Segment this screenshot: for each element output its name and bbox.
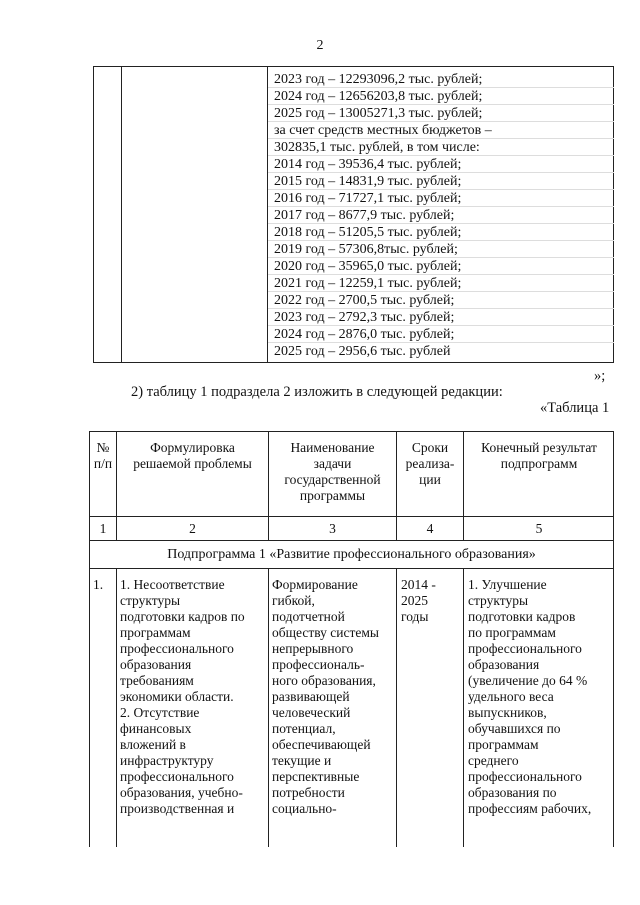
col-divider	[463, 568, 464, 847]
funding-line: 2022 год – 2700,5 тыс. рублей;	[274, 293, 455, 308]
cell-line: профессионального	[468, 769, 582, 784]
funding-rule	[268, 240, 614, 241]
cell-line: производственная и	[120, 801, 235, 816]
cell-line: (увеличение до 64 %	[468, 673, 588, 688]
cell-line: среднего	[468, 753, 519, 768]
row-divider	[89, 540, 614, 541]
header-result: Конечный результат подпрограмм	[481, 440, 597, 471]
cell-line: развивающей	[272, 689, 350, 704]
cell-line: гибкой,	[272, 593, 315, 608]
header-num: № п/п	[93, 440, 113, 471]
cell-line: выпускников,	[468, 705, 547, 720]
funding-rule	[268, 342, 614, 343]
funding-rule	[268, 121, 614, 122]
funding-line: 2016 год – 71727,1 тыс. рублей;	[274, 191, 462, 206]
cell-line: программам	[120, 625, 191, 640]
cell-line: инфраструктуру	[120, 753, 214, 768]
cell-line: перспективные	[272, 769, 360, 784]
funding-line: 2023 год – 2792,3 тыс. рублей;	[274, 310, 455, 325]
cell-line: по программам	[468, 625, 556, 640]
cell-line: 1. Улучшение	[468, 577, 547, 592]
page-number: 2	[316, 38, 324, 53]
col-divider	[396, 568, 397, 847]
cell-line: финансовых	[120, 721, 192, 736]
funding-line: 2018 год – 51205,5 тыс. рублей;	[274, 225, 462, 240]
cell-line: социально-	[272, 801, 337, 816]
header-problem: Формулировка решаемой проблемы	[133, 440, 252, 471]
cell-line: структуры	[120, 593, 181, 608]
cell-line: образования	[468, 657, 540, 672]
funding-rule	[268, 325, 614, 326]
row-divider	[89, 516, 614, 517]
cell-line: подготовки кадров по	[120, 609, 245, 624]
funding-rule	[268, 223, 614, 224]
cell-line: удельного веса	[468, 689, 554, 704]
row-problem	[120, 577, 266, 817]
funding-line: 2024 год – 2876,0 тыс. рублей;	[274, 327, 455, 342]
row-result	[468, 577, 612, 817]
cell-line: подготовки кадров	[468, 609, 576, 624]
table-label: «Таблица 1	[540, 400, 610, 416]
header-terms: Сроки реализа- ции	[405, 440, 455, 487]
cell-line: образования, учебно-	[120, 785, 243, 800]
cell-line: 1. Несоответствие	[120, 577, 225, 592]
subprogram-title: Подпрограмма 1 «Развитие профессионального образования»	[167, 547, 536, 562]
funding-line: 2023 год – 12293096,2 тыс. рублей;	[274, 72, 483, 87]
funding-rule	[268, 87, 614, 88]
cell-line: экономики области.	[120, 689, 234, 704]
cell-line: ного образования,	[272, 673, 376, 688]
col-number: 2	[189, 521, 196, 536]
cell-line: годы	[401, 609, 429, 624]
cell-line: потребности	[272, 785, 345, 800]
funding-line: 2017 год – 8677,9 тыс. рублей;	[274, 208, 455, 223]
col-number: 1	[99, 521, 107, 536]
cell-line: обучавшихся по	[468, 721, 561, 736]
funding-table-divider	[267, 66, 268, 363]
cell-line: образования по	[468, 785, 557, 800]
row-task	[272, 577, 394, 817]
row-divider	[89, 568, 614, 569]
cell-line: обществу системы	[272, 625, 379, 640]
cell-line: подотчетной	[272, 609, 345, 624]
cell-line: человеческий	[272, 705, 351, 720]
cell-line: профессионального	[468, 641, 582, 656]
funding-line: 302835,1 тыс. рублей, в том числе:	[274, 140, 480, 155]
funding-line: 2019 год – 57306,8тыс. рублей;	[274, 242, 458, 257]
funding-line: за счет средств местных бюджетов –	[274, 123, 492, 138]
col-number: 3	[329, 521, 336, 536]
col-number: 4	[426, 521, 434, 536]
funding-rule	[268, 206, 614, 207]
col-divider	[268, 568, 269, 847]
cell-line: 2025	[401, 593, 428, 608]
cell-line: вложений в	[120, 737, 186, 752]
cell-line: программам	[468, 737, 539, 752]
funding-line: 2025 год – 2956,6 тыс. рублей	[274, 344, 451, 359]
col-number: 5	[535, 521, 543, 536]
funding-rule	[268, 172, 614, 173]
cell-line: обеспечивающей	[272, 737, 371, 752]
cell-line: Формирование	[272, 577, 358, 592]
cell-line: требованиям	[120, 673, 194, 688]
cell-line: профессионального	[120, 769, 234, 784]
funding-rule	[268, 274, 614, 275]
cell-line: образования	[120, 657, 192, 672]
col-divider	[116, 568, 117, 847]
cell-line: профессиям рабочих,	[468, 801, 592, 816]
funding-line: 2021 год – 12259,1 тыс. рублей;	[274, 276, 462, 291]
instruction-text: 2) таблицу 1 подраздела 2 изложить в следующей редакции:	[131, 384, 503, 400]
funding-rule	[268, 104, 614, 105]
cell-line: 2. Отсутствие	[120, 705, 200, 720]
funding-line: 2025 год – 13005271,3 тыс. рублей;	[274, 106, 483, 121]
funding-line: 2015 год – 14831,9 тыс. рублей;	[274, 174, 462, 189]
header-task: Наименование задачи государственной программы	[284, 440, 381, 503]
closing-quote: »;	[594, 368, 606, 384]
funding-rule	[268, 308, 614, 309]
cell-line: потенциал,	[272, 721, 336, 736]
funding-rule	[268, 291, 614, 292]
funding-line: 2020 год – 35965,0 тыс. рублей;	[274, 259, 462, 274]
funding-rule	[268, 155, 614, 156]
funding-rule	[268, 257, 614, 258]
cell-line: структуры	[468, 593, 529, 608]
cell-line: 2014 -	[401, 577, 436, 592]
cell-line: непрерывного	[272, 641, 354, 656]
funding-rule	[268, 189, 614, 190]
row-terms	[401, 577, 461, 625]
cell-line: профессионального	[120, 641, 234, 656]
cell-line: профессиональ-	[272, 657, 365, 672]
cell-line: текущие и	[272, 753, 332, 768]
funding-rule	[268, 138, 614, 139]
funding-table-divider	[121, 66, 122, 363]
funding-line: 2014 год – 39536,4 тыс. рублей;	[274, 157, 462, 172]
funding-line: 2024 год – 12656203,8 тыс. рублей;	[274, 89, 483, 104]
row-num: 1.	[93, 577, 104, 592]
